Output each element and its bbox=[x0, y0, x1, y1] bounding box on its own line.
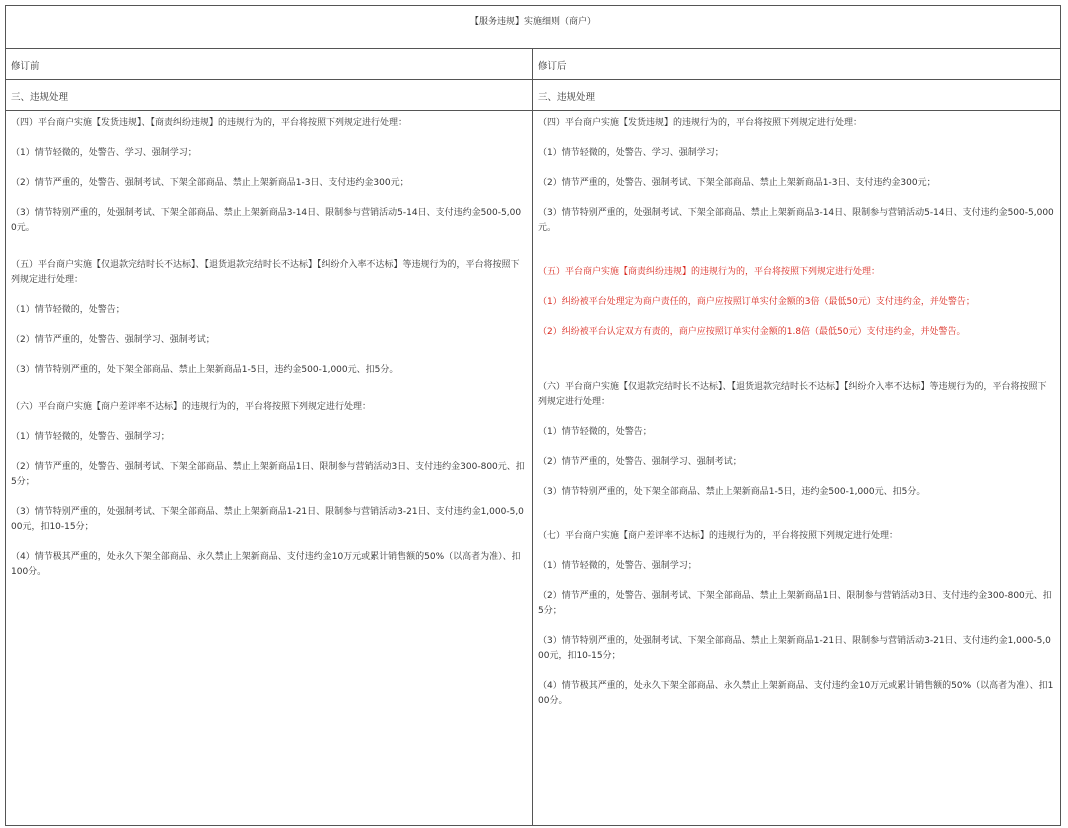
after-clause-4-item-2: （2）情节严重的，处警告、强制考试、下架全部商品、禁止上架新商品1-3日、支付违约金300元； bbox=[538, 178, 936, 188]
before-clause-6-item-4: （4）情节极其严重的，处永久下架全部商品、永久禁止上架新商品、支付违约金10万元或累计销售额的50%（以高者为准）、扣100分。 bbox=[11, 552, 521, 577]
before-clause-4-item-2: （2）情节严重的，处警告、强制考试、下架全部商品、禁止上架新商品1-3日、支付违约金300元； bbox=[11, 178, 409, 188]
before-clause-5-intro: （五）平台商户实施【仅退款完结时长不达标】、【退货退款完结时长不达标】【纠纷介入率不达标】等违规行为的，平台将按照下列规定进行处理： bbox=[11, 260, 520, 285]
before-clause-4-item-3: （3）情节特别严重的，处强制考试、下架全部商品、禁止上架新商品3-14日、限制参与营销活动5-14日、支付违约金500-5,000元。 bbox=[11, 208, 522, 233]
header-before-cell bbox=[6, 49, 533, 80]
before-clause-5-item-3: （3）情节特别严重的，处下架全部商品、禁止上架新商品1-5日，违约金500-1,000元、扣5分。 bbox=[11, 365, 399, 375]
after-clause-7-item-3: （3）情节特别严重的，处强制考试、下架全部商品、禁止上架新商品1-21日、限制参与营销活动3-21日、支付违约金1,000-5,000元，扣10-15分； bbox=[538, 636, 1051, 661]
after-clause-6-item-3: （3）情节特别严重的，处下架全部商品、禁止上架新商品1-5日，违约金500-1,000元、扣5分。 bbox=[538, 487, 926, 497]
after-clause-5-intro-revised: （五）平台商户实施【商责纠纷违规】的违规行为的，平台将按照下列规定进行处理： bbox=[538, 267, 881, 277]
after-clause-4-item-1: （1）情节轻微的，处警告、学习、强制学习； bbox=[538, 148, 724, 158]
header-after-cell bbox=[533, 49, 1061, 80]
title-row bbox=[6, 6, 1061, 49]
after-clause-6-item-1: （1）情节轻微的，处警告； bbox=[538, 427, 652, 437]
header-row bbox=[6, 49, 1061, 80]
before-content-cell bbox=[6, 111, 533, 826]
before-clause-6-item-2: （2）情节严重的，处警告、强制考试、下架全部商品、禁止上架新商品1日、限制参与营销活动3日、支付违约金300-800元、扣5分； bbox=[11, 462, 525, 487]
after-clause-7-intro: （七）平台商户实施【商户差评率不达标】的违规行为的，平台将按照下列规定进行处理： bbox=[538, 531, 899, 541]
after-clause-7-item-4: （4）情节极其严重的，处永久下架全部商品、永久禁止上架新商品、支付违约金10万元或累计销售额的50%（以高者为准）、扣100分。 bbox=[538, 681, 1054, 706]
content-row bbox=[6, 111, 1061, 826]
before-clause-5-item-1: （1）情节轻微的，处警告； bbox=[11, 305, 125, 315]
section-after-cell bbox=[533, 80, 1061, 111]
before-clause-4-item-1: （1）情节轻微的，处警告、学习、强制学习； bbox=[11, 148, 197, 158]
after-content-cell bbox=[533, 111, 1061, 826]
after-clause-7-item-2: （2）情节严重的，处警告、强制考试、下架全部商品、禁止上架新商品1日、限制参与营销活动3日、支付违约金300-800元、扣5分； bbox=[538, 591, 1052, 616]
title-cell bbox=[6, 6, 1061, 49]
before-clause-6-intro: （六）平台商户实施【商户差评率不达标】的违规行为的，平台将按照下列规定进行处理： bbox=[11, 402, 372, 412]
after-clause-4-intro: （四）平台商户实施【发货违规】的违规行为的，平台将按照下列规定进行处理： bbox=[538, 118, 863, 128]
after-clause-7-item-1: （1）情节轻微的，处警告、强制学习； bbox=[538, 561, 697, 571]
before-clause-6-item-3: （3）情节特别严重的，处强制考试、下架全部商品、禁止上架新商品1-21日、限制参与营销活动3-21日、支付违约金1,000-5,000元，扣10-15分； bbox=[11, 507, 524, 532]
before-clause-4-intro: （四）平台商户实施【发货违规】、【商责纠纷违规】的违规行为的，平台将按照下列规定进行处理： bbox=[11, 118, 408, 128]
before-clause-5-item-2: （2）情节严重的，处警告、强制学习、强制考试； bbox=[11, 335, 215, 345]
after-clause-6-intro: （六）平台商户实施【仅退款完结时长不达标】、【退货退款完结时长不达标】【纠纷介入率不达标】等违规行为的，平台将按照下列规定进行处理： bbox=[538, 382, 1047, 407]
section-row bbox=[6, 80, 1061, 111]
after-clause-4-item-3: （3）情节特别严重的，处强制考试、下架全部商品、禁止上架新商品3-14日、限制参与营销活动5-14日、支付违约金500-5,000元。 bbox=[538, 208, 1054, 233]
header-after: 修订后 bbox=[538, 61, 567, 72]
section-after: 三、违规处理 bbox=[538, 92, 596, 103]
section-before: 三、违规处理 bbox=[11, 92, 69, 103]
document-title: 【服务违规】实施细则（商户） bbox=[470, 17, 597, 27]
section-before-cell bbox=[6, 80, 533, 111]
after-clause-6-item-2: （2）情节严重的，处警告、强制学习、强制考试； bbox=[538, 457, 742, 467]
revision-comparison-table bbox=[5, 5, 1061, 826]
header-before: 修订前 bbox=[11, 61, 40, 72]
after-clause-5-item-2-revised: （2）纠纷被平台认定双方有责的，商户应按照订单实付金额的1.8倍（最低50元）支付违约金，并处警告。 bbox=[538, 327, 966, 337]
after-clause-5-item-1-revised: （1）纠纷被平台处理定为商户责任的，商户应按照订单实付金额的3倍（最低50元）支付违约金，并处警告； bbox=[538, 297, 975, 307]
before-clause-6-item-1: （1）情节轻微的，处警告、强制学习； bbox=[11, 432, 170, 442]
